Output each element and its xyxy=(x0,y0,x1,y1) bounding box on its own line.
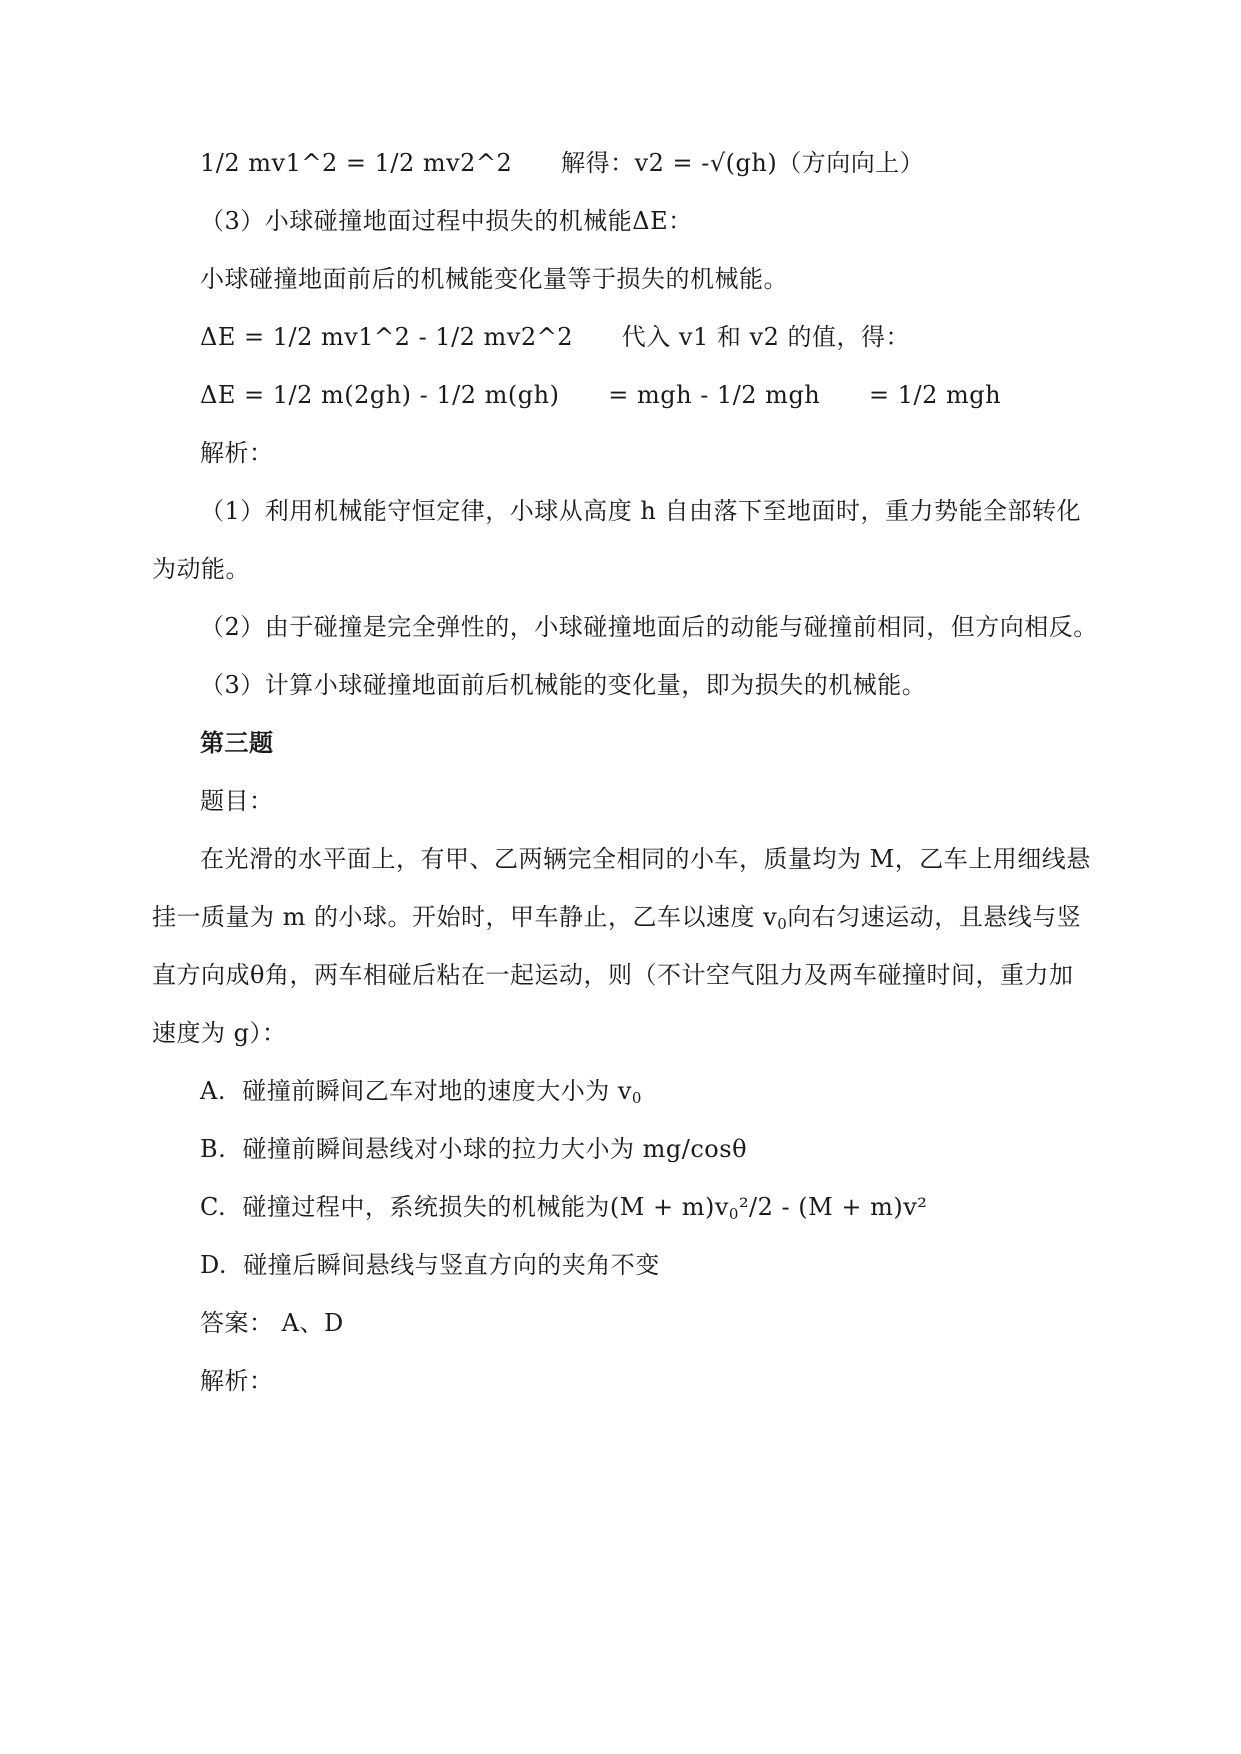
question-line-2 xyxy=(152,902,1081,932)
question-line-2-tail: 向右匀速运动，且悬线与竖 xyxy=(787,903,1082,931)
option-c-tail: ²/2 - (M + m)v² xyxy=(738,1193,928,1221)
section-title: 第三题 xyxy=(200,728,274,757)
question-line-3: 直方向成θ角，两车相碰后粘在一起运动，则（不计空气阻力及两车碰撞时间，重力加 xyxy=(152,961,1074,989)
equation-delta-e: ΔE = 1/2 mv1^2 - 1/2 mv2^2 代入 v1 和 v2 的值，得： xyxy=(200,323,910,351)
question-label: 题目： xyxy=(200,787,274,815)
question-line-1: 在光滑的水平面上，有甲、乙两辆完全相同的小车，质量均为 M，乙车上用细线悬 xyxy=(200,845,1091,873)
option-a-text: A. 碰撞前瞬间乙车对地的速度大小为 v xyxy=(200,1077,632,1105)
equation-energy-conservation: 1/2 mv1^2 = 1/2 mv2^2 解得：v2 = -√(gh)（方向向上） xyxy=(200,149,925,177)
answer: 答案： A、D xyxy=(200,1309,344,1337)
option-b: B. 碰撞前瞬间悬线对小球的拉力大小为 mg/cosθ xyxy=(200,1135,748,1163)
analysis-item-3: （3）计算小球碰撞地面前后机械能的变化量，即为损失的机械能。 xyxy=(200,671,927,699)
option-a xyxy=(200,1076,642,1106)
step-3-heading: （3）小球碰撞地面过程中损失的机械能ΔE： xyxy=(200,207,693,235)
step-3-explanation: 小球碰撞地面前后的机械能变化量等于损失的机械能。 xyxy=(200,265,788,293)
analysis-item-1-line-2: 为动能。 xyxy=(152,555,250,583)
question-line-4: 速度为 g）： xyxy=(152,1019,287,1047)
analysis-item-1-line-1: （1）利用机械能守恒定律，小球从高度 h 自由落下至地面时，重力势能全部转化 xyxy=(200,497,1081,525)
option-c-text: C. 碰撞过程中，系统损失的机械能为(M + m)v xyxy=(200,1193,729,1221)
question-line-2-subscript: 0 xyxy=(777,915,788,933)
analysis-label-2: 解析： xyxy=(200,1367,274,1395)
option-c-subscript: 0 xyxy=(728,1205,739,1223)
equation-delta-e-result: ΔE = 1/2 m(2gh) - 1/2 m(gh) = mgh - 1/2 mgh = 1/2 mgh xyxy=(200,381,1002,409)
question-line-2-text: 挂一质量为 m 的小球。开始时，甲车静止，乙车以速度 v xyxy=(152,903,778,931)
option-d: D. 碰撞后瞬间悬线与竖直方向的夹角不变 xyxy=(200,1251,660,1279)
option-a-subscript: 0 xyxy=(631,1089,642,1107)
analysis-item-2: （2）由于碰撞是完全弹性的，小球碰撞地面后的动能与碰撞前相同，但方向相反。 xyxy=(200,613,1098,641)
option-c xyxy=(200,1192,927,1222)
analysis-label-1: 解析： xyxy=(200,439,274,467)
